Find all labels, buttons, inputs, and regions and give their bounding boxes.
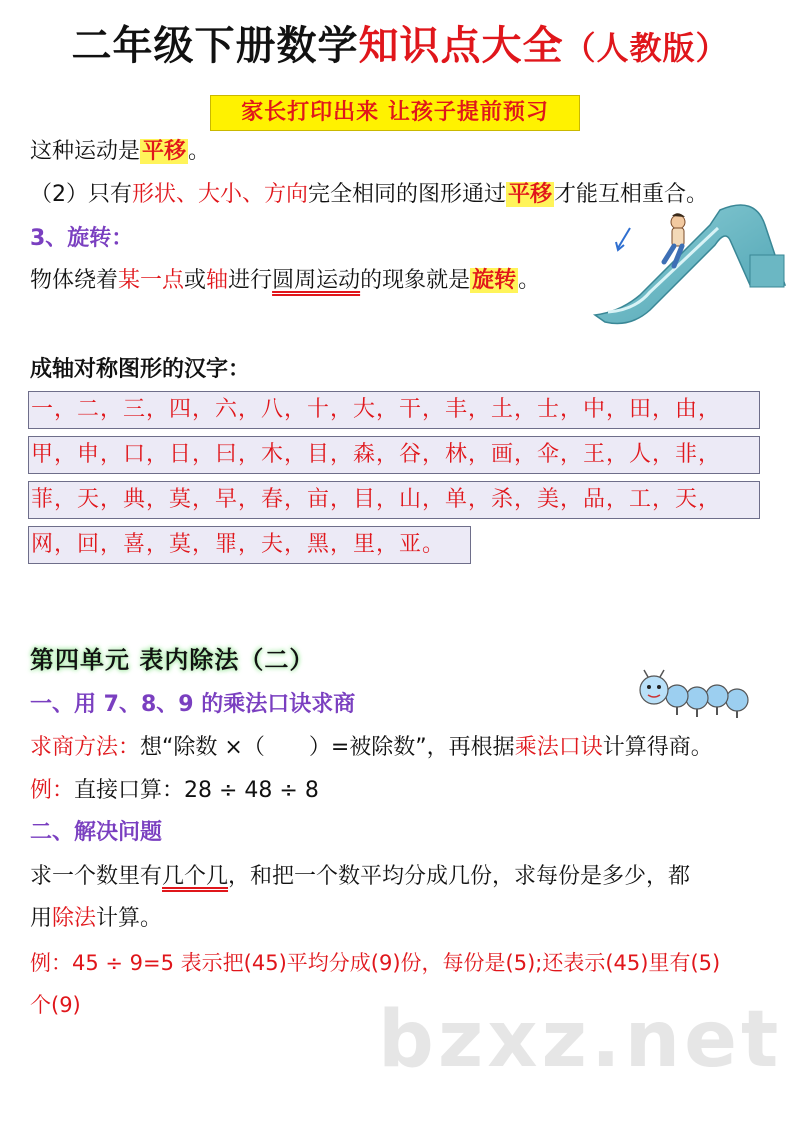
symmetry-heading: 成轴对称图形的汉字： bbox=[30, 357, 251, 382]
rotation-heading: 3、旋转： bbox=[30, 226, 134, 251]
problem-line-1: 求一个数里有几个几，和把一个数平均分成几份，求每份是多少，都 bbox=[30, 864, 691, 889]
unit4-title: 第四单元 表内除法（二） bbox=[30, 646, 315, 674]
problem-line-2: 用除法计算。 bbox=[30, 906, 163, 931]
unit4-sub1: 一、用 7、8、9 的乘法口诀求商 bbox=[30, 692, 356, 717]
symmetry-row-2: 甲，申，口，日，曰，木，目，森，谷，林，画，伞，王，人，非， bbox=[28, 436, 760, 474]
quotient-method: 求商方法：想“除数 ×（ ）=被除数”，再根据乘法口诀计算得商。 bbox=[30, 735, 713, 760]
caterpillar-illustration bbox=[632, 668, 758, 720]
banner: 家长打印出来 让孩子提前预习 bbox=[210, 95, 580, 131]
rotation-definition: 物体绕着某一点或轴进行圆周运动的现象就是旋转。 bbox=[30, 268, 541, 293]
symmetry-row-3: 菲，天，典，莫，早，春，亩，目，山，单，杀，美，品，工，天， bbox=[28, 481, 760, 519]
symmetry-row-1: 一，二，三，四，六，八，十，大，干，丰，土，士，中，田，由， bbox=[28, 391, 760, 429]
unit4-sub2: 二、解决问题 bbox=[30, 820, 163, 845]
translation-line-2: （2）只有形状、大小、方向完全相同的图形通过平移才能互相重合。 bbox=[30, 182, 709, 207]
symmetry-row-4: 网，回，喜，莫，罪，夫，黑，里，亚。 bbox=[28, 526, 471, 564]
example-2-line-2: 个(9) bbox=[30, 993, 81, 1017]
slide-illustration bbox=[590, 200, 790, 330]
page-title: 二年级下册数学知识点大全（人教版） bbox=[71, 23, 729, 69]
example-2-line-1: 例：45 ÷ 9=5 表示把(45)平均分成(9)份，每份是(5);还表示(45)里有(5) bbox=[30, 951, 721, 975]
translation-line-1: 这种运动是平移。 bbox=[30, 139, 211, 164]
example-1: 例：直接口算：28 ÷ 48 ÷ 8 bbox=[30, 778, 319, 803]
watermark: bzxz.net bbox=[378, 995, 783, 1085]
